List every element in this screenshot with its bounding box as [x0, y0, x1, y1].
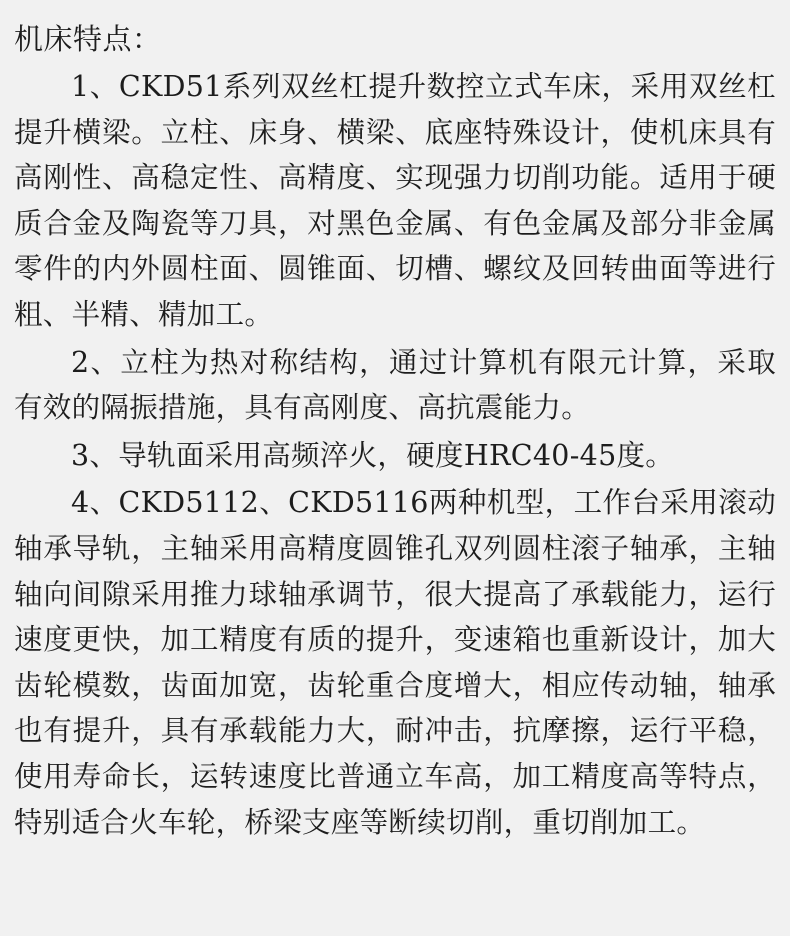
paragraph-4: 4、CKD5112、CKD5116两种机型，工作台采用滚动轴承导轨，主轴采用高精度圆锥孔双列圆柱滚子轴承，主轴轴向间隙采用推力球轴承调节，很大提高了承载能力，运行速度更快，加工精度有质的提升，变速箱也重新设计，加大齿轮模数，齿面加宽，齿轮重合度增大，相应传动轴，轴承也有提升，具有承载能力大，耐冲击，抗摩擦，运行平稳，使用寿命长，运转速度比普通立车高，加工精度高等特点，特别适合火车轮，桥梁支座等断续切削，重切削加工。: [14, 486, 776, 839]
page-title: 机床特点：: [14, 22, 162, 56]
paragraph-2: 2、立柱为热对称结构，通过计算机有限元计算，采取有效的隔振措施，具有高刚度、高抗震能力。: [14, 345, 776, 425]
paragraph-1: 1、CKD51系列双丝杠提升数控立式车床，采用双丝杠提升横梁。立柱、床身、横梁、底座特殊设计，使机床具有高刚性、高稳定性、高精度、实现强力切削功能。适用于硬质合金及陶瓷等刀具，对黑色金属、有色金属及部分非金属零件的内外圆柱面、圆锥面、切槽、螺纹及回转曲面等进行粗、半精、精加工。: [14, 70, 776, 332]
paragraph-3: 3、导轨面采用高频淬火，硬度HRC40-45度。: [71, 438, 675, 472]
